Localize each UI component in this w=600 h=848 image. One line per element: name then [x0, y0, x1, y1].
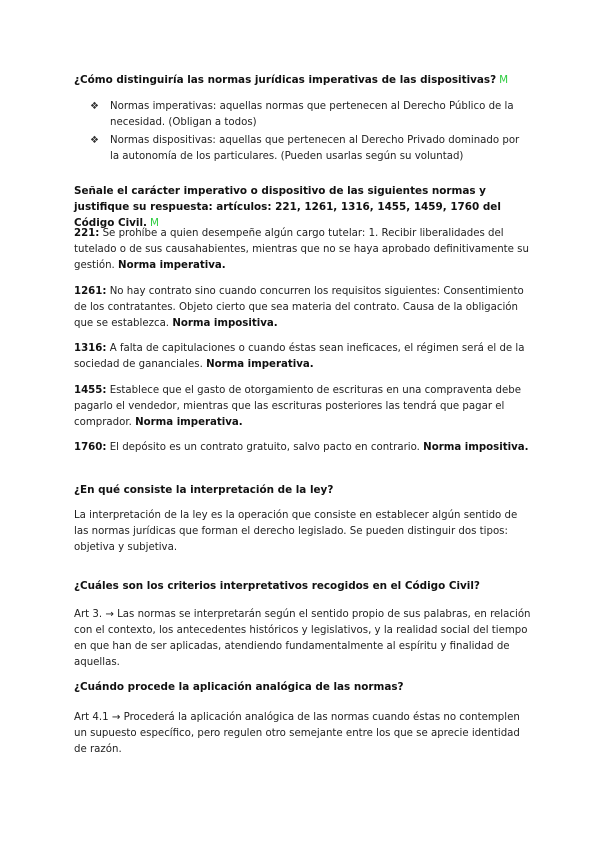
- diamond-bullet-icon: ❖: [90, 135, 99, 146]
- bullet-item: [90, 99, 530, 131]
- article-verdict: Norma imperativa.: [206, 359, 314, 370]
- bullet-text: Normas imperativas: aquellas normas que pertenecen al Derecho Público de la necesidad. (Obligan a todos): [110, 101, 514, 128]
- question-1-bullets: [90, 99, 530, 167]
- diamond-bullet-icon: ❖: [90, 101, 99, 112]
- question-1-heading: [74, 72, 534, 88]
- question-2-mark: M: [150, 217, 159, 229]
- article-number: 1455:: [74, 385, 107, 396]
- article-1760: [74, 440, 534, 456]
- question-3-answer: La interpretación de la ley es la operación que consiste en establecer algún sentido de las normas jurídicas que forman el derecho legislado. Se pueden distinguir dos tipos: objetiva y subjetiva.: [74, 510, 518, 553]
- article-1316: [74, 341, 534, 373]
- bullet-item: [90, 133, 530, 165]
- article-221: [74, 226, 534, 274]
- article-verdict: Norma impositiva.: [172, 318, 278, 329]
- article-number: 1760:: [74, 442, 107, 453]
- article-text: Se prohíbe a quien desempeñe algún cargo tutelar: 1. Recibir liberalidades del tutelado o de sus causahabientes, mientras que no se haya aprobado definitivamente su gestión.: [74, 228, 529, 271]
- question-1-mark: M: [499, 74, 509, 86]
- article-text: El depósito es un contrato gratuito, salvo pacto en contrario.: [109, 442, 420, 453]
- question-3-heading: [74, 482, 534, 498]
- question-4-answer: Art 3. → Las normas se interpretarán según el sentido propio de sus palabras, en relación con el contexto, los antecedentes históricos y legislativos, y la realidad social del tiempo en que han de ser aplicadas, atendiendo fundamentalmente al espíritu y finalidad de aquellas.: [74, 609, 531, 668]
- question-1-title: ¿Cómo distinguiría las normas jurídicas imperativas de las dispositivas?: [74, 74, 497, 86]
- question-2-title: Señale el carácter imperativo o dispositivo de las siguientes normas y justifique su respuesta: artículos: 221, 1261, 1316, 1455, 1459, 1760 del Código Civil.: [74, 185, 501, 229]
- bullet-text: Normas dispositivas: aquellas que pertenecen al Derecho Privado dominado por la autonomía de los particulares. (Pueden usarlas según su voluntad): [110, 135, 520, 162]
- question-5-title: ¿Cuándo procede la aplicación analógica de las normas?: [74, 681, 404, 693]
- article-number: 1261:: [74, 286, 107, 297]
- article-number: 221:: [74, 228, 100, 239]
- article-number: 1316:: [74, 343, 107, 354]
- question-4-title: ¿Cuáles son los criterios interpretativos recogidos en el Código Civil?: [74, 580, 480, 592]
- article-verdict: Norma imperativa.: [118, 260, 226, 271]
- article-verdict: Norma imperativa.: [135, 417, 243, 428]
- question-5-answer: Art 4.1 → Procederá la aplicación analógica de las normas cuando éstas no contemplen un supuesto específico, pero regulen otro semejante entre los que se aprecie identidad de razón.: [74, 712, 520, 755]
- article-verdict: Norma impositiva.: [423, 442, 529, 453]
- question-3-title: ¿En qué consiste la interpretación de la ley?: [74, 484, 334, 496]
- question-5-heading: [74, 679, 534, 695]
- article-1455: [74, 383, 534, 431]
- question-2-heading: [74, 183, 534, 231]
- article-text: No hay contrato sino cuando concurren los requisitos siguientes: Consentimiento de los contratantes. Objeto cierto que sea materia del contrato. Causa de la obligación que se establezca.: [74, 286, 524, 329]
- question-4-heading: [74, 578, 534, 594]
- article-text: A falta de capitulaciones o cuando éstas sean ineficaces, el régimen será el de la sociedad de gananciales.: [74, 343, 525, 370]
- article-text: Establece que el gasto de otorgamiento de escrituras en una compraventa debe pagarlo el vendedor, mientras que las escrituras posteriores las tendrá que pagar el comprador.: [74, 385, 521, 428]
- article-1261: [74, 284, 534, 332]
